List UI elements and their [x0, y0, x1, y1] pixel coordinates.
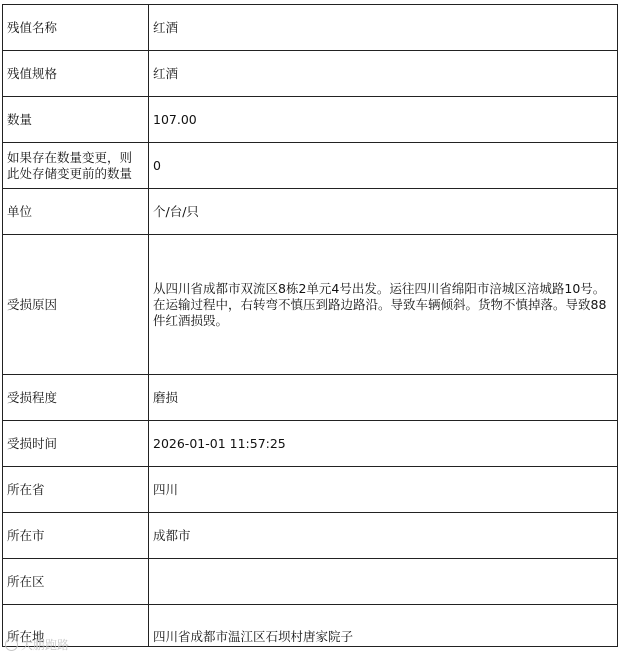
- field-label: 受损原因: [3, 235, 149, 375]
- table-row: [3, 559, 618, 605]
- field-label: 所在省: [3, 467, 149, 513]
- table-row: [3, 189, 618, 235]
- field-label: 受损时间: [3, 421, 149, 467]
- field-value: 成都市: [149, 513, 618, 559]
- table-row: [3, 513, 618, 559]
- field-value: 从四川省成都市双流区8栋2单元4号出发。运往四川省绵阳市涪城区涪城路10号。在运输过程中，右转弯不慎压到路边路沿。导致车辆倾斜。货物不慎掉落。导致88件红酒损毁。: [149, 235, 618, 375]
- field-value: 红酒: [149, 5, 618, 51]
- field-value: 磨损: [149, 375, 618, 421]
- field-label: 所在地: [3, 605, 149, 647]
- watermark-logo-icon: [5, 638, 18, 651]
- table-row: [3, 143, 618, 189]
- field-label: 残值名称: [3, 5, 149, 51]
- field-value: 2026-01-01 11:57:25: [149, 421, 618, 467]
- table-row: [3, 235, 618, 375]
- watermark: [5, 636, 69, 653]
- field-value: 107.00: [149, 97, 618, 143]
- table-row: [3, 97, 618, 143]
- field-label: 所在市: [3, 513, 149, 559]
- field-value: 四川省成都市温江区石坝村唐家院子: [149, 605, 618, 647]
- field-label: 数量: [3, 97, 149, 143]
- table-row: [3, 605, 618, 647]
- table-row: [3, 467, 618, 513]
- field-value: 个/台/只: [149, 189, 618, 235]
- field-value: 红酒: [149, 51, 618, 97]
- field-label: 单位: [3, 189, 149, 235]
- table-row: [3, 5, 618, 51]
- field-label: 受损程度: [3, 375, 149, 421]
- field-value: 0: [149, 143, 618, 189]
- field-label: 所在区: [3, 559, 149, 605]
- field-value: 四川: [149, 467, 618, 513]
- table-row: [3, 375, 618, 421]
- table-row: [3, 51, 618, 97]
- field-label: 残值规格: [3, 51, 149, 97]
- field-label: 如果存在数量变更，则此处存储变更前的数量: [3, 143, 149, 189]
- field-value: [149, 559, 618, 605]
- table-row: [3, 421, 618, 467]
- damage-detail-table: [2, 4, 618, 647]
- watermark-text: 大鹏跑路: [21, 638, 70, 652]
